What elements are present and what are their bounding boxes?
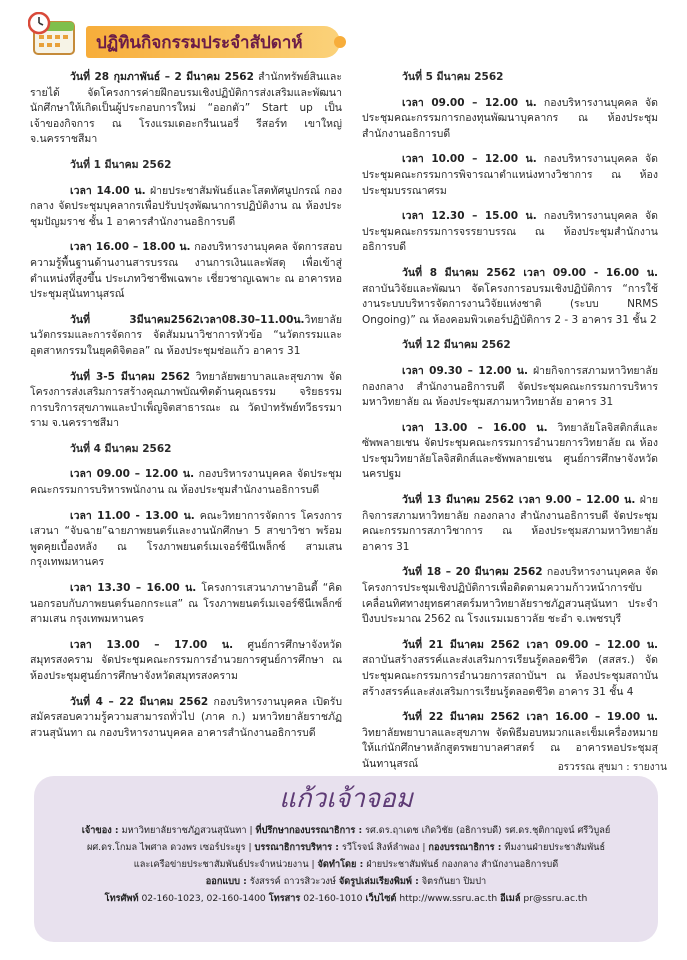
date-heading: วันที่ 5 มีนาคม 2562 — [402, 71, 504, 83]
masthead-label: โทรสาร — [268, 893, 301, 904]
event-entry — [362, 266, 658, 328]
masthead-line — [50, 856, 642, 873]
masthead-label: ที่ปรึกษากองบรรณาธิการ : — [255, 825, 363, 836]
masthead-line — [50, 822, 642, 839]
event-description: วิทยาลัยนวัตกรรมและการจัดการ จัดสัมมนาวิชาการหัวข้อ “นวัตกรรมและอุตสาหกรรมในยุคดิจิตอล” ณ ห้องประชุมช่อแก้ว อาคาร 31 — [30, 313, 342, 357]
event-time: เวลา 13.00 – 17.00 น. — [70, 638, 234, 651]
masthead-label: เว็บไซต์ — [365, 893, 397, 904]
masthead-label: จัดทำโดย : — [317, 859, 364, 870]
title-banner — [86, 26, 340, 58]
event-description: กองบริหารงานบุคคล เปิดรับสมัครสอบความรู้ความสามารถทั่วไป (ภาค ก.) มหาวิทยาลัยราชภัฏสวนสุนันทา ณ กองบริหารงานบุคคล อาคารสำนักงานอธิการบดี — [30, 695, 342, 739]
page-title: ปฏิทินกิจกรรมประจำสัปดาห์ — [96, 32, 303, 53]
event-time: เวลา 12.30 – 15.00 น. — [402, 210, 537, 223]
event-description: กองบริหารงานบุคคล จัดโครงการประชุมเชิงปฏิบัติการเพื่อติดตามความก้าวหน้าการขับเคลื่อนทิศทางยุทธศาสตร์มหาวิทยาลัยราชภัฏสวนสุนันทา ประจำปีงบประมาณ 2562 ณ โรงแรมเมธาวลัย ชะอำ จ.เพชรบุรี — [362, 566, 658, 626]
masthead-value: 02-160-1010 — [300, 893, 366, 904]
masthead-value: รังสรรค์ ถาวรสิวะวงษ์ — [246, 876, 339, 887]
event-time: วันที่ 28 กุมภาพันธ์ – 2 มีนาคม 2562 — [70, 71, 254, 83]
masthead-label: อีเมล์ — [500, 893, 521, 904]
date-heading: วันที่ 12 มีนาคม 2562 — [402, 339, 511, 352]
left-column — [30, 70, 342, 751]
event-entry — [362, 152, 658, 199]
masthead-value: และเครือข่ายประชาสัมพันธ์ประจำหน่วยงาน | — [133, 859, 318, 870]
event-description: โครงการเสวนาภาษาอินดี้ “คิดนอกรอบกับภาพยนตร์นอกกระแส” ณ โรงภาพยนตร์เมเจอร์ซีนีเพล็กซ์ สามเสน กรุงเทพมหานคร — [30, 582, 343, 626]
event-time: เวลา 10.00 – 12.00 น. — [402, 153, 537, 166]
event-time: เวลา 09.00 – 12.00 น. — [402, 96, 537, 109]
event-entry — [30, 695, 342, 742]
event-entry — [30, 509, 342, 571]
event-entry — [362, 421, 658, 483]
masthead-label: จัดรูปเล่มเรียงพิมพ์ : — [338, 876, 419, 887]
calendar-icon — [28, 12, 78, 56]
masthead-value: http://www.ssru.ac.th — [396, 893, 501, 904]
masthead-label: โทรศัพท์ — [104, 893, 139, 904]
event-entry — [30, 313, 342, 360]
event-time: วันที่ 13 มีนาคม 2562 เวลา 9.00 – 12.00 น. — [402, 494, 636, 507]
event-description: กองบริหารงานบุคคล จัดประชุมคณะกรรมการจรรยาบรรณ ณ ห้องประชุมสำนักงานอธิการบดี — [362, 210, 659, 254]
event-description: ฝ่ายประชาสัมพันธ์และโสตทัศนูปกรณ์ กองกลาง จัดประชุมบุคลากรเพื่อปรับปรุงพัฒนาการปฏิบัติงาน ณ ห้องประชุมปัญมราช ชั้น 1 อาคารสำนักงานอธิการบดี — [30, 184, 342, 228]
event-entry — [362, 493, 658, 555]
masthead-line — [50, 873, 642, 890]
event-description: ฝ่ายกิจการสภามหาวิทยาลัย กองกลาง สำนักงานอธิการบดี จัดประชุมคณะกรรมการบริหารมหาวิทยาลัย ณ ห้องประชุมสภามหาวิทยาลัย อาคาร 31 — [362, 364, 658, 409]
masthead-line — [50, 839, 642, 856]
event-entry — [362, 638, 658, 700]
event-time: เวลา 14.00 น. — [70, 184, 146, 197]
masthead-value: 02-160-1023, 02-160-1400 — [138, 893, 269, 904]
event-entry — [362, 565, 658, 627]
masthead-value: ผศ.ดร.โกมล ไพศาล ดวงพร เซอร์ประยูร | — [86, 842, 255, 853]
event-time: เวลา 13.30 – 16.00 น. — [70, 582, 197, 595]
event-entry — [30, 240, 342, 302]
masthead-value: รศ.ดร.ฤาเดช เกิดวิชัย (อธิการบดี) รศ.ดร.ชุติกาญจน์ ศรีวิบูลย์ — [362, 825, 611, 836]
event-time: วันที่ 21 มีนาคม 2562 เวลา 09.00 – 12.00 น. — [402, 638, 658, 651]
masthead-value: รวีโรจน์ สิงห์ลำพอง | — [338, 842, 429, 853]
masthead-line — [50, 890, 642, 907]
event-entry — [30, 467, 342, 498]
date-heading: วันที่ 1 มีนาคม 2562 — [70, 158, 172, 171]
event-entry — [30, 70, 342, 148]
masthead-label: เจ้าของ : — [81, 825, 119, 836]
masthead-label: บรรณาธิการบริหาร : — [254, 842, 339, 853]
event-entry — [362, 209, 658, 256]
event-time: วันที่ 8 มีนาคม 2562 เวลา 09.00 - 16.00 น. — [402, 266, 658, 279]
event-description: ฝ่ายกิจการสภามหาวิทยาลัย กองกลาง สำนักงานอธิการบดี จัดประชุมคณะกรรมการสภาวิชาการ ณ ห้องประชุมสภามหาวิทยาลัย อาคาร 31 — [362, 494, 658, 553]
masthead-label: กองบรรณาธิการ : — [428, 842, 502, 853]
event-time: วันที่ 3-5 มีนาคม 2562 — [70, 370, 191, 383]
event-entry — [362, 96, 658, 143]
event-description: กองบริหารงานบุคคล จัดประชุมคณะกรรมการบริหารพนักงาน ณ ห้องประชุมสำนักงานอธิการบดี — [30, 468, 342, 497]
event-time: เวลา 16.00 – 18.00 น. — [70, 241, 191, 254]
event-time: วันที่ 4 – 22 มีนาคม 2562 — [70, 695, 209, 708]
masthead-title: แก้วเจ้าจอม — [279, 784, 413, 814]
event-description: วิทยาลัยพยาบาลและสุขภาพ จัดโครงการส่งเสริมการสร้างคุณภาพบัณฑิตด้านคุณธรรม จริยธรรม การบริการสุขภาพและบำเพ็ญจิตสาธารณะ ณ วัดป่าทรัพย์ทวีธรรมาราม จ.นครราชสีมา — [30, 370, 342, 430]
event-time: วันที่ 22 มีนาคม 2562 เวลา 16.00 – 19.00 น. — [402, 711, 658, 724]
event-description: คณะวิทยาการจัดการ โครงการเสวนา “จับฉาย”ฉายภาพยนตร์และงานนักศึกษา 5 สาขาวิชา พร้อมพูดคุยเบื้องหลัง ณ โรงภาพยนตร์เมเจอร์ซีนีเพล็กซ์ สามเสน กรุงเทพมหานคร — [30, 509, 343, 569]
event-description: วิทยาลัยโลจิสติกส์และซัพพลายเชน จัดประชุมคณะกรรมการอำนวยการวิทยาลัย ณ ห้องประชุมวิทยาลัยโลจิสติกส์และซัพพลายเชน ศูนย์การศึกษาจังหวัดนครปฐม — [362, 421, 659, 481]
event-entry — [30, 581, 342, 628]
masthead-value: จิตรกันยา ปิมปา — [418, 876, 487, 887]
event-time: เวลา 11.00 - 13.00 น. — [70, 509, 195, 522]
event-entry — [30, 370, 342, 432]
masthead-credits — [50, 822, 642, 907]
event-time: เวลา 09.30 – 12.00 น. — [402, 364, 528, 377]
event-time: เวลา 13.00 – 16.00 น. — [402, 421, 548, 434]
event-time: วันที่ 18 – 20 มีนาคม 2562 — [402, 566, 543, 579]
masthead-value: มหาวิทยาลัยราชภัฏสวนสุนันทา | — [118, 825, 256, 836]
banner-dot — [334, 36, 346, 48]
event-description: ศูนย์การศึกษาจังหวัดสมุทรสงคราม จัดประชุมคณะกรรมการอำนวยการศูนย์การศึกษา ณ ห้องประชุมศูนย์การศึกษาจังหวัดสมุทรสงคราม — [30, 638, 343, 682]
masthead-value: ฝ่ายประชาสัมพันธ์ กองกลาง สำนักงานอธิการบดี — [363, 859, 559, 870]
event-description: กองบริหารงานบุคคล จัดการสอบความรู้พื้นฐานด้านงานสารบรรณ งานการเงินและพัสดุ เพื่อเข้าสู่ตำแหน่งที่สูงขึ้น ประเภทวิชาชีพเฉพาะ เชี่ยวชาญเฉพาะ ณ อาคารหอประชุมสุนันทานุสรณ์ — [30, 241, 342, 301]
event-description: สถาบันวิจัยและพัฒนา จัดโครงการอบรมเชิงปฏิบัติการ “การใช้งานระบบบริหารจัดการงานวิจัยแห่งชาติ (ระบบ NRMS Ongoing)” ณ ห้องคอมพิวเตอร์ปฏิบัติการ 2 - 3 อาคาร 31 ชั้น 2 — [362, 282, 658, 326]
reporter-credit: อรวรรณ สุขมา : รายงาน — [557, 762, 667, 773]
event-time: เวลา 09.00 – 12.00 น. — [70, 468, 195, 481]
event-description: สำนักทรัพย์สินและรายได้ จัดโครงการค่ายฝึกอบรมเชิงปฏิบัติการส่งเสริมและพัฒนานักศึกษาให้เกิดเป็นผู้ประกอบการใหม่ “ออกตัว” Start up เป็นเจ้าของกิจการ ณ โรงแรมเดอะกรีนเนอรี่ รีสอร์ท เขาใหญ่ จ.นครราชสีมา — [30, 71, 342, 146]
masthead-box — [34, 776, 658, 942]
event-description: กองบริหารงานบุคคล จัดประชุมคณะกรรมการกองทุนพัฒนาบุคลากร ณ ห้องประชุมสำนักงานอธิการบดี — [362, 96, 659, 140]
event-description: สถาบันสร้างสรรค์และส่งเสริมการเรียนรู้ตลอดชีวิต (สสสร.) จัดประชุมคณะกรรมการอำนวยการสถาบันฯ ณ ห้องประชุมสถาบันสร้างสรรค์และส่งเสริมการเรียนรู้ตลอดชีวิต อาคาร 31 ชั้น 4 — [362, 654, 658, 698]
masthead-value: ทีมงานฝ่ายประชาสัมพันธ์ — [501, 842, 606, 853]
event-description: กองบริหารงานบุคคล จัดประชุมคณะกรรมการพิจารณาตำแหน่งทางวิชาการ ณ ห้องประชุมบรรณาศรม — [362, 153, 659, 197]
right-column — [362, 70, 658, 783]
event-entry — [362, 364, 658, 411]
masthead-label: ออกแบบ : — [205, 876, 247, 887]
event-entry — [30, 638, 342, 685]
event-description: วิทยาลัยพยาบาลและสุขภาพ จัดพิธีมอบหมวกและเข็มเครื่องหมายให้แก่นักศึกษาหลักสูตรพยาบาลศาสตร์ ณ อาคารหอประชุมสุนันทานุสรณ์ — [362, 726, 658, 770]
event-entry — [30, 184, 342, 231]
date-heading: วันที่ 4 มีนาคม 2562 — [70, 442, 172, 455]
event-time: วันที่ 3มีนาคม2562เวลา08.30–11.00น. — [70, 313, 305, 326]
masthead-value: pr@ssru.ac.th — [520, 893, 588, 904]
page-header — [28, 8, 318, 60]
